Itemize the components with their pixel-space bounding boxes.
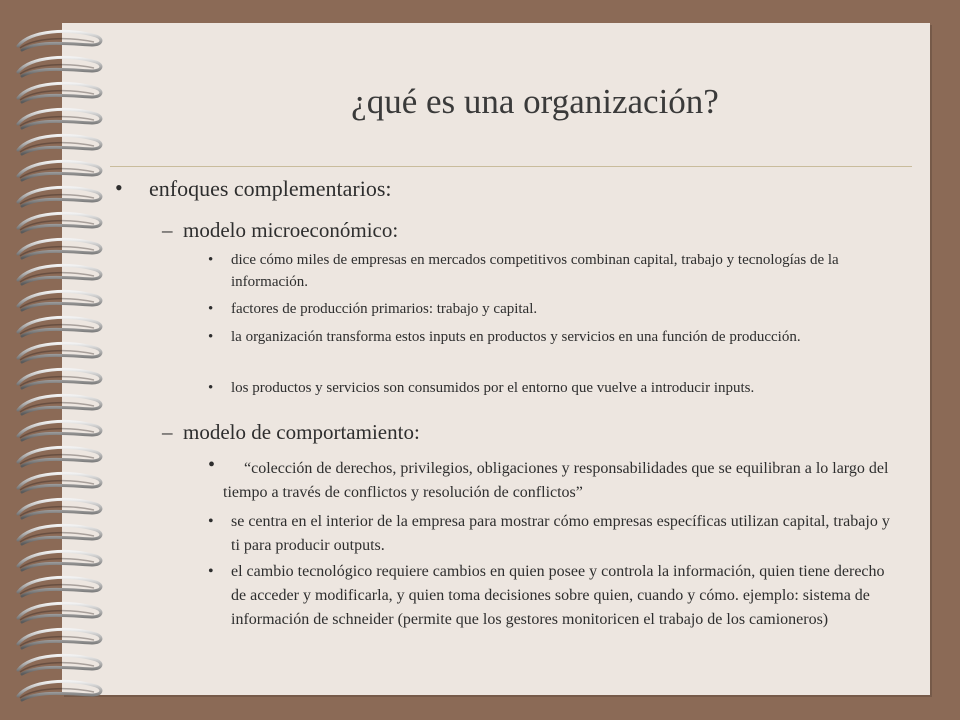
heading-text: enfoques complementarios: <box>149 176 392 201</box>
micro-item-text: la organización transforma estos inputs en productos y servicios en una función de producción. <box>231 329 801 345</box>
micro-model-label <box>162 218 398 243</box>
behavior-item-text: el cambio tecnológico requiere cambios en quien posee y controla la información, quien tiene derecho de acceder y modificarla, y quien toma decisiones sobre quien, cuando y cómo. ejemplo: sistema de información de schneider (permite que los gestores monitoricen el trabajo de los camioneros) <box>231 563 885 628</box>
micro-item-text: dice cómo miles de empresas en mercados competitivos combinan capital, trabajo y tecnologías de la información. <box>231 252 839 290</box>
bullet-icon: • <box>208 380 214 396</box>
bullet-icon: • <box>208 513 214 530</box>
bullet-icon: • <box>208 329 214 345</box>
behavior-item-text: se centra en el interior de la empresa para mostrar cómo empresas específicas utilizan capital, trabajo y ti para producir outputs. <box>231 513 890 554</box>
dash-icon: – <box>162 420 173 444</box>
micro-item-text: factores de producción primarios: trabajo y capital. <box>231 301 538 317</box>
bullet-icon: • <box>208 301 214 317</box>
slide-title: ¿qué es una organización? <box>351 82 719 121</box>
behavior-label-text: modelo de comportamiento: <box>183 420 420 444</box>
micro-label-text: modelo microeconómico: <box>183 218 399 242</box>
bullet-icon: • <box>208 563 214 580</box>
behavior-item-text: “colección de derechos, privilegios, obligaciones y responsabilidades que se equilibran a lo largo del tiempo a través de conflictos y resolución de conflictos” <box>223 460 889 501</box>
bullet-icon: • <box>208 252 214 268</box>
dash-icon: – <box>162 218 173 242</box>
bullet-icon: • <box>208 454 216 476</box>
bullet-icon: • <box>115 175 123 200</box>
behavior-model-label <box>162 420 420 445</box>
title-divider <box>110 166 912 167</box>
micro-item-text: los productos y servicios son consumidos por el entorno que vuelve a introducir inputs. <box>231 380 755 396</box>
